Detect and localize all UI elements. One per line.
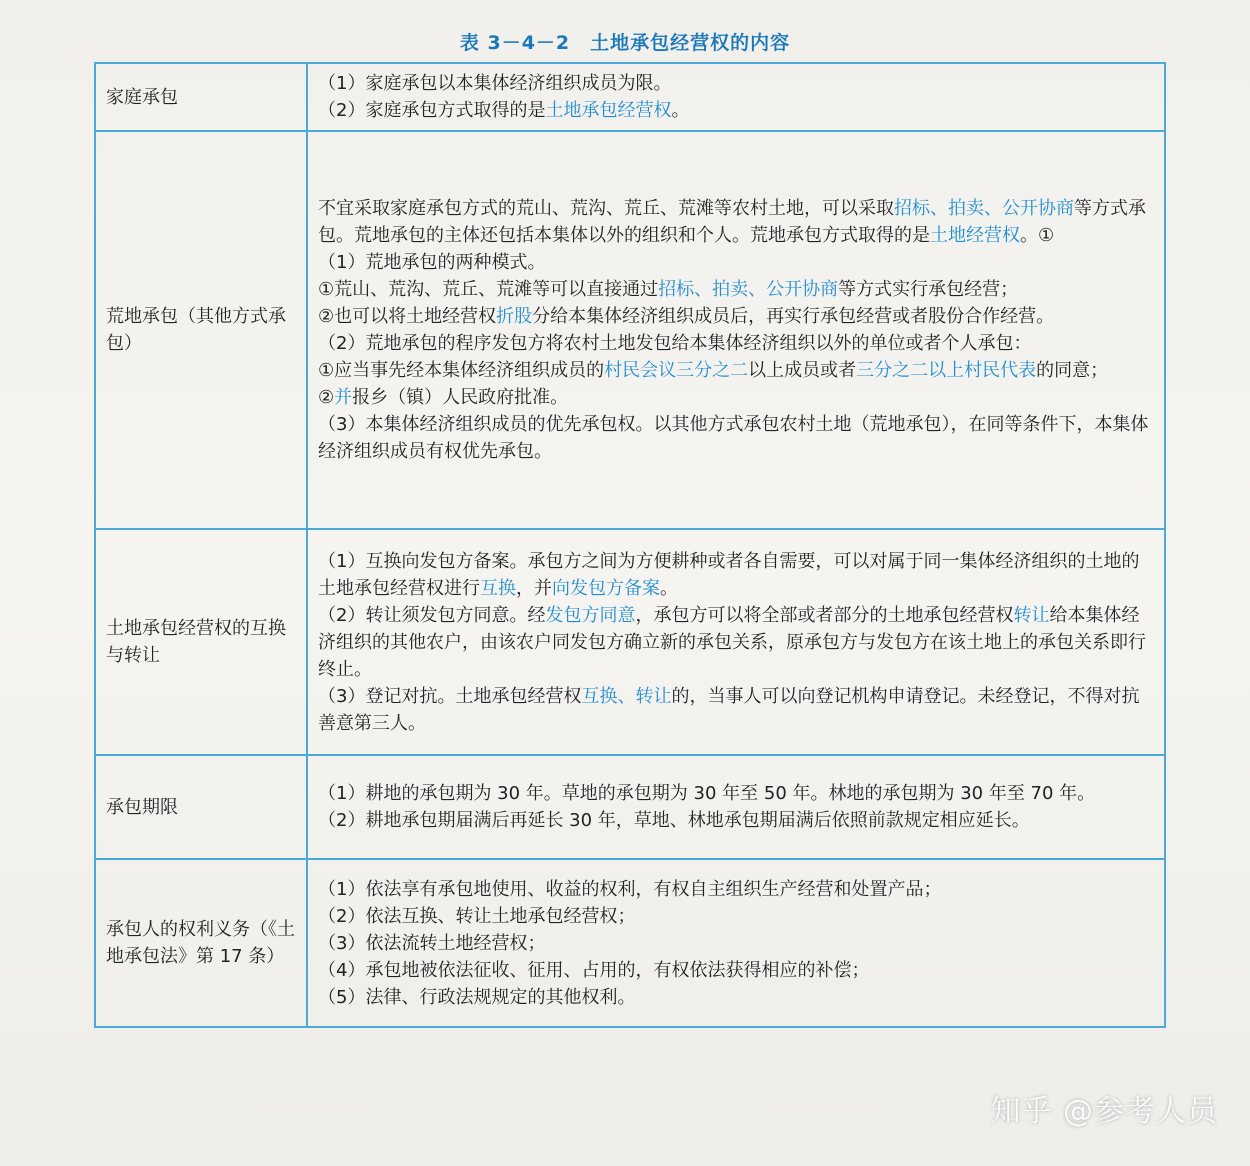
content-line xyxy=(318,903,1154,930)
body-text: （1）依法享有承包地使用、收益的权利，有权自主组织生产经营和处置产品； xyxy=(318,878,942,900)
body-text: 的，当事人可以向登记机构申请登记。未经登记，不得对抗善意第三人。 xyxy=(318,685,1140,734)
body-text: 以上成员或者 xyxy=(748,360,857,381)
watermark: 知乎 @参考人员 xyxy=(990,1094,1218,1129)
body-text: （2）家庭承包方式取得的是 xyxy=(318,100,546,121)
table-row xyxy=(95,529,1165,755)
content-line xyxy=(318,411,1154,465)
row-content xyxy=(307,63,1165,131)
content-line xyxy=(318,357,1154,384)
content-line xyxy=(318,876,1154,903)
row-content xyxy=(307,755,1165,859)
row-label: 承包期限 xyxy=(95,755,307,859)
body-text: 报乡（镇）人民政府批准。 xyxy=(352,387,569,408)
row-content xyxy=(307,131,1165,529)
body-text: （2）耕地承包期届满后再延长 30 年，草地、林地承包期届满后依照前款规定相应延长。 xyxy=(318,810,1030,831)
body-text: （1）互换向发包方备案。承包方之间为方便耕种或者各自需要，可以对属于同一集体经济组织的土地的土地承包经营权进行 xyxy=(318,550,1140,599)
body-text: （2）荒地承包的程序发包方将农村土地发包给本集体经济组织以外的单位或者个人承包： xyxy=(318,333,1032,354)
body-text: （3）登记对抗。土地承包经营权 xyxy=(318,685,582,707)
content-line xyxy=(318,195,1154,249)
row-label: 承包人的权利义务（《土地承包法》第 17 条） xyxy=(95,859,307,1027)
content-line xyxy=(318,303,1154,330)
highlight-text: 并 xyxy=(334,387,353,408)
body-text: （2）依法互换、转让土地承包经营权； xyxy=(318,905,636,927)
highlight-text: 向发包方备案 xyxy=(552,577,660,599)
body-text: （1）荒地承包的两种模式。 xyxy=(318,252,546,273)
body-text: 。 xyxy=(671,100,690,121)
content-line xyxy=(318,683,1154,737)
content-line xyxy=(318,780,1154,807)
body-text: （4）承包地被依法征收、征用、占用的，有权依法获得相应的补偿； xyxy=(318,959,870,981)
body-text: （3）本集体经济组织成员的优先承包权。以其他方式承包农村土地（荒地承包），在同等条件下，本集体经济组织成员有权优先承包。 xyxy=(318,414,1149,462)
body-text: 的同意； xyxy=(1036,360,1109,381)
body-text: 。 xyxy=(660,577,678,599)
table-row xyxy=(95,131,1165,529)
content-line xyxy=(318,930,1154,957)
body-text: ，并 xyxy=(516,577,552,599)
table-row xyxy=(95,63,1165,131)
highlight-text: 三分之二以上村民代表 xyxy=(856,360,1037,381)
body-text: 分给本集体经济组织成员后，再实行承包经营或者股份合作经营。 xyxy=(532,306,1055,327)
highlight-text: 发包方同意 xyxy=(545,604,636,626)
body-text: ①应当事先经本集体经济组织成员的 xyxy=(318,360,605,381)
content-line xyxy=(318,70,1154,97)
highlight-text: 招标、拍卖、公开协商 xyxy=(894,198,1074,219)
body-text: ①荒山、荒沟、荒丘、荒滩等可以直接通过 xyxy=(318,279,659,300)
row-content xyxy=(307,859,1165,1027)
content-line xyxy=(318,957,1154,984)
body-text: ② xyxy=(318,387,335,408)
row-label: 家庭承包 xyxy=(95,63,307,131)
body-text: （1）家庭承包以本集体经济组织成员为限。 xyxy=(318,73,672,94)
content-line xyxy=(318,249,1154,276)
content-line xyxy=(318,330,1154,357)
highlight-text: 互换、转让 xyxy=(581,685,672,707)
content-table xyxy=(94,62,1166,1028)
body-text: （5）法律、行政法规规定的其他权利。 xyxy=(318,986,636,1008)
table-title: 表 3－4－2 土地承包经营权的内容 xyxy=(459,32,791,54)
content-line xyxy=(318,602,1154,683)
body-text: ②也可以将土地经营权 xyxy=(318,306,497,327)
highlight-text: 折股 xyxy=(496,306,533,327)
body-text: 。① xyxy=(1020,225,1055,246)
highlight-text: 土地经营权 xyxy=(930,225,1020,246)
content-line xyxy=(318,276,1154,303)
body-text: （3）依法流转土地经营权； xyxy=(318,932,546,954)
row-label: 荒地承包（其他方式承包） xyxy=(95,131,307,529)
highlight-text: 招标、拍卖、公开协商 xyxy=(658,279,839,300)
body-text: （2）转让须发包方同意。经 xyxy=(318,604,546,626)
content-line xyxy=(318,807,1154,834)
content-line xyxy=(318,384,1154,411)
body-text: 不宜采取家庭承包方式的荒山、荒沟、荒丘、荒滩等农村土地，可以采取 xyxy=(318,198,894,219)
body-text: 给本集体经济组织的其他农户，由该农户同发包方确立新的承包关系，原承包方与发包方在该土地上的承包关系即行终止。 xyxy=(318,604,1146,680)
table-row xyxy=(95,859,1165,1027)
body-text: 等方式实行承包经营； xyxy=(838,279,1019,300)
highlight-text: 转让 xyxy=(1013,604,1050,626)
body-text: （1）耕地的承包期为 30 年。草地的承包期为 30 年至 50 年。林地的承包期为 30 年至 70 年。 xyxy=(318,783,1096,804)
highlight-text: 互换 xyxy=(480,577,516,599)
content-line xyxy=(318,548,1154,602)
content-line xyxy=(318,97,1154,124)
table-row xyxy=(95,755,1165,859)
row-content xyxy=(307,529,1165,755)
highlight-text: 村民会议三分之二 xyxy=(604,360,749,381)
row-label: 土地承包经营权的互换与转让 xyxy=(95,529,307,755)
body-text: ，承包方可以将全部或者部分的土地承包经营权 xyxy=(635,604,1014,626)
content-line xyxy=(318,984,1154,1011)
body-text: 等方式承包。荒地承包的主体还包括本集体以外的组织和个人。荒地承包方式取得的是 xyxy=(318,198,1146,246)
highlight-text: 土地承包经营权 xyxy=(545,100,672,121)
